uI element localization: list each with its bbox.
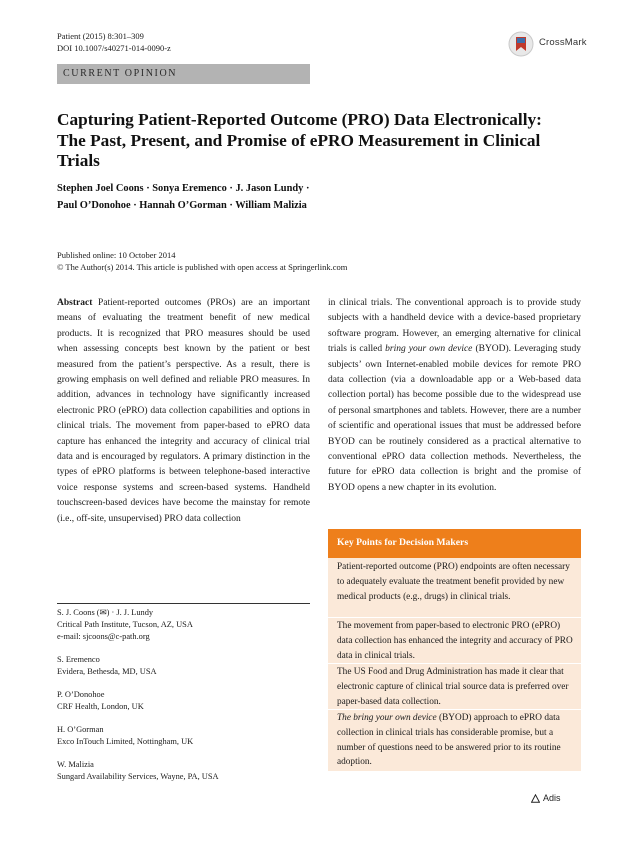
crossmark-badge[interactable] bbox=[505, 31, 615, 57]
abstract-heading: Abstract bbox=[57, 298, 93, 308]
key-point-4-emphasis: The bring your own device bbox=[337, 713, 437, 723]
affiliation-org: Exco InTouch Limited, Nottingham, UK bbox=[57, 736, 194, 746]
affiliation-names: P. O’Donohoe bbox=[57, 689, 105, 699]
key-points-title: Key Points for Decision Makers bbox=[337, 537, 469, 548]
affiliation-names: S. J. Coons (✉) · J. J. Lundy bbox=[57, 608, 154, 617]
key-point-divider bbox=[328, 617, 581, 618]
journal-citation bbox=[57, 30, 171, 54]
key-points-box bbox=[328, 529, 581, 771]
continuation-part-1: in clinical trials. The conventional approach is to provide study subjects with a handheld device with a device-based proprietary software program. However, an emerging alternative for clinical trials is called bbox=[328, 298, 581, 355]
key-point-3: The US Food and Drug Administration has made it clear that electronic capture of clinical trial source data is preferred over paper-based data collection. bbox=[337, 667, 569, 707]
affiliation-4 bbox=[57, 724, 310, 748]
affiliation-3 bbox=[57, 689, 310, 713]
affiliation-org: CRF Health, London, UK bbox=[57, 701, 144, 711]
key-point-2: The movement from paper-based to electronic PRO (ePRO) data collection has enhanced the integrity and accuracy of PRO data in clinical trials. bbox=[337, 621, 573, 661]
affiliation-org: Critical Path Institute, Tucson, AZ, USA bbox=[57, 619, 193, 629]
author-list bbox=[57, 180, 557, 214]
abstract-text: Patient-reported outcomes (PROs) are an important means of evaluating the treatment benefit of new medical products. It is recognized that PRO measures should be used when assessing concepts best known by the patient or best measured from the patient’s perspective. As a result, there is growing emphasis on well defined and reliable PRO measures. In addition, advances in technology have significantly increased electronic PRO (ePRO) data collection capabilities and options in clinical trials. The movement from paper-based to ePRO data capture has enhanced the integrity and accuracy of clinical trial data and is encouraged by regulators. A primary distinction in the types of ePRO platforms is between telephone-based interactive voice response systems and screen-based systems. Handheld touchscreen-based devices have become the mainstay for remote (i.e., off-site, unsupervised) PRO data collection bbox=[57, 298, 310, 524]
key-point-1: Patient-reported outcome (PRO) endpoints are often necessary to adequately evaluate the treatment benefit provided by new medical products (e.g., drugs) in clinical trials. bbox=[337, 562, 570, 602]
footnote-rule bbox=[57, 603, 310, 604]
abstract bbox=[57, 296, 310, 527]
affiliation-org: Sungard Availability Services, Wayne, PA, USA bbox=[57, 771, 219, 781]
affiliation-2 bbox=[57, 654, 310, 678]
abstract-continuation bbox=[328, 296, 581, 496]
journal-line: Patient (2015) 8:301–309 bbox=[57, 31, 144, 41]
crossmark-icon bbox=[507, 31, 535, 57]
authors-line-1: Stephen Joel Coons · Sonya Eremenco · J. Jason Lundy · bbox=[57, 183, 310, 194]
affiliation-names: S. Eremenco bbox=[57, 654, 100, 664]
publisher-logo bbox=[543, 793, 561, 803]
affiliation-email: e-mail: sjcoons@c-path.org bbox=[57, 631, 150, 641]
title-line-1: Capturing Patient-Reported Outcome (PRO) Data Electronically: bbox=[57, 110, 542, 129]
publication-info bbox=[57, 249, 347, 273]
crossmark-label: CrossMark bbox=[539, 37, 587, 48]
authors-line-2: Paul O’Donohoe · Hannah O’Gorman · William Malizia bbox=[57, 200, 307, 211]
key-point-divider bbox=[328, 709, 581, 710]
continuation-emphasis: bring your own device bbox=[385, 344, 473, 355]
continuation-part-2: (BYOD). Leveraging study subjects’ own Internet-enabled mobile devices for remote PRO data collection (via a downloadable app or a Web-based data collection portal) has become possible due to the widespread use of personal smartphones and tablets. However, there are a number of scientific and operational issues that must be addressed before BYOD can be routinely considered as a practical alternative to conventional ePRO data collection methods. Nevertheless, the future for ePRO data collection is bright and the promise of BYOD opens a new chapter in its evolution. bbox=[328, 344, 581, 493]
key-point-4 bbox=[337, 711, 575, 770]
affiliation-names: H. O’Gorman bbox=[57, 725, 104, 735]
adis-triangle-icon bbox=[531, 794, 540, 803]
section-band bbox=[57, 64, 310, 84]
doi-line: DOI 10.1007/s40271-014-0090-z bbox=[57, 43, 171, 53]
article-title bbox=[57, 110, 577, 172]
key-point-divider bbox=[328, 663, 581, 664]
title-line-2: The Past, Present, and Promise of ePRO Measurement in Clinical bbox=[57, 130, 541, 150]
affiliation-5 bbox=[57, 759, 310, 783]
open-access-notice: © The Author(s) 2014. This article is published with open access at Springerlink.com bbox=[57, 262, 348, 272]
affiliation-org: Evidera, Bethesda, MD, USA bbox=[57, 666, 157, 676]
title-line-3: Trials bbox=[57, 151, 100, 170]
affiliation-1 bbox=[57, 607, 310, 642]
key-points-header bbox=[328, 529, 581, 558]
publisher-name: Adis bbox=[543, 793, 561, 803]
affiliation-names: W. Malizia bbox=[57, 760, 94, 770]
key-point-4-text: (BYOD) approach to ePRO data collection in clinical trials has considerable promise, but a number of questions need to be answered prior to its routine adoption. bbox=[337, 713, 561, 768]
affiliations bbox=[57, 607, 310, 794]
published-online: Published online: 10 October 2014 bbox=[57, 250, 176, 260]
section-label: CURRENT OPINION bbox=[63, 68, 178, 79]
